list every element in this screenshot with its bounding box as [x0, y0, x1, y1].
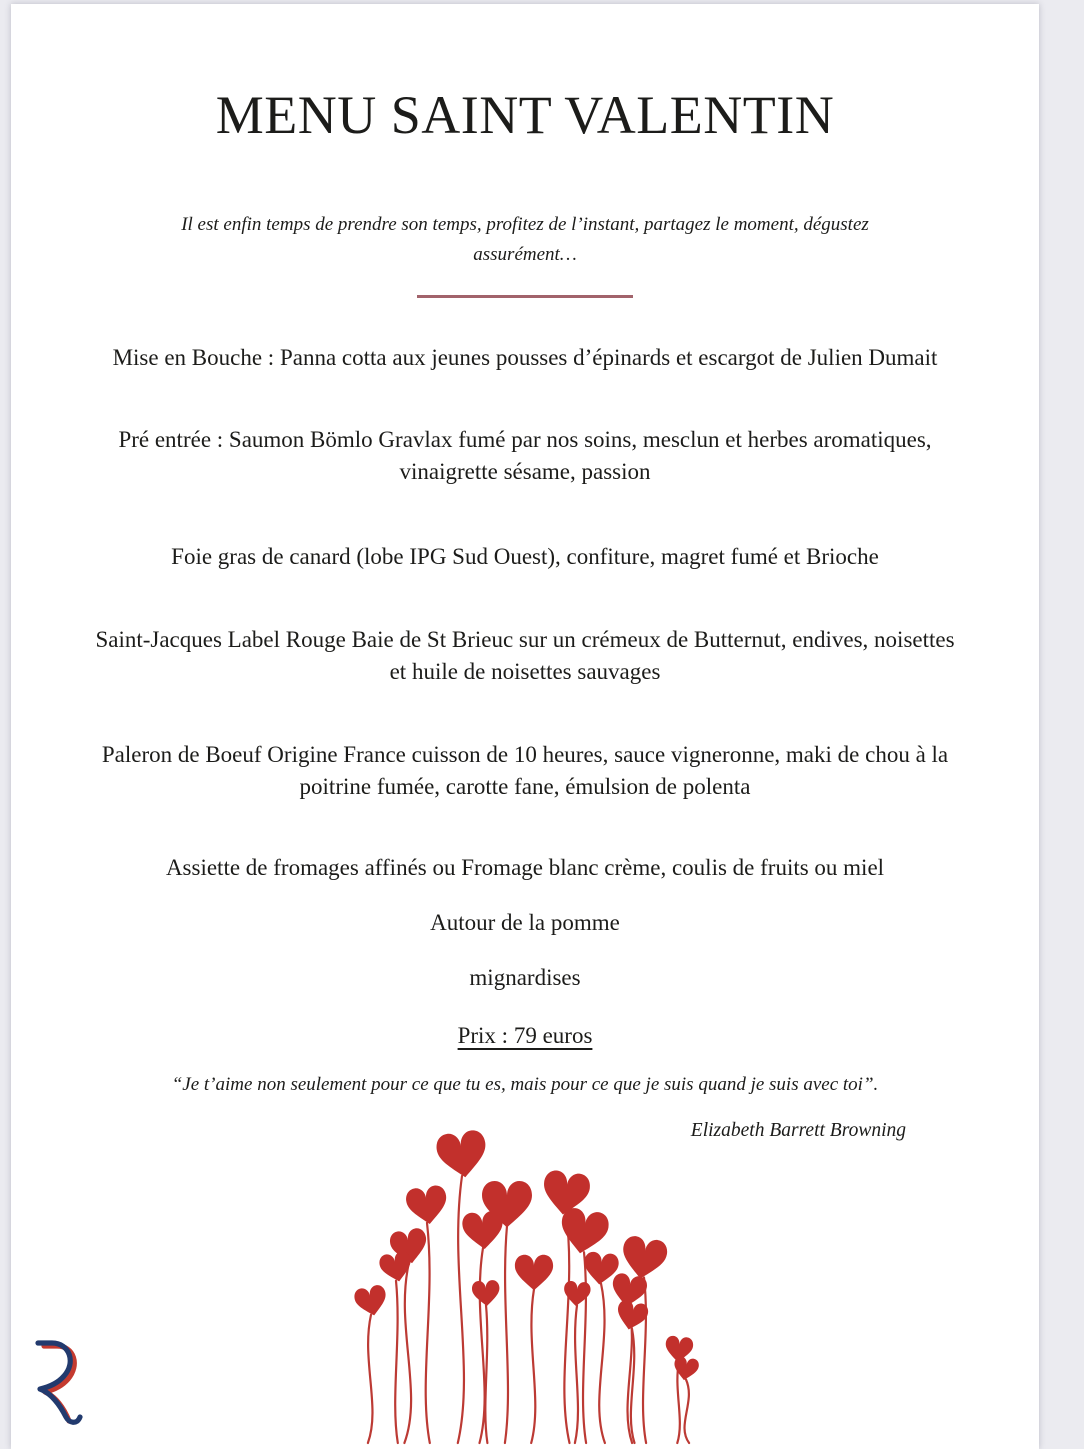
menu-item-line: Paleron de Boeuf Origine France cuisson de 10 heures, sauce vigneronne, maki de chou à la	[101, 742, 949, 767]
menu-item-line: et huile de noisettes sauvages	[389, 659, 661, 684]
menu-item-line: vinaigrette sésame, passion	[399, 459, 651, 484]
price-value: Prix : 79 euros	[457, 1023, 593, 1048]
love-quote: “Je t’aime non seulement pour ce que tu es, mais pour ce que je suis quand je suis avec toi”.	[171, 1074, 879, 1095]
menu-item-pre-entree	[11, 424, 1039, 488]
menu-item-line: Assiette de fromages affinés ou Fromage blanc crème, coulis de fruits ou miel	[165, 855, 885, 880]
menu-item-line: Saint-Jacques Label Rouge Baie de St Brieuc sur un crémeux de Butternut, endives, noisettes	[95, 627, 955, 652]
menu-item-line: Autour de la pomme	[430, 910, 620, 935]
menu-item-fromages	[11, 852, 1039, 884]
menu-item-mise-en-bouche	[11, 342, 1039, 374]
menu-item-foie-gras	[11, 541, 1039, 573]
menu-tagline	[11, 210, 1039, 270]
menu-item-line: Foie gras de canard (lobe IPG Sud Ouest), confiture, magret fumé et Brioche	[171, 544, 879, 569]
menu-item-line: Pré entrée : Saumon Bömlo Gravlax fumé par nos soins, mesclun et herbes aromatiques,	[118, 427, 932, 452]
menu-page	[11, 4, 1039, 1449]
menu-item-line: mignardises	[469, 965, 581, 990]
menu-item-mignardises	[11, 965, 1039, 991]
tagline-line: assurément…	[473, 244, 577, 265]
page-title: MENU SAINT VALENTIN	[215, 85, 835, 145]
menu-item-paleron	[11, 739, 1039, 803]
double-r-monogram-logo-icon	[31, 1334, 109, 1436]
menu-item-line: Mise en Bouche : Panna cotta aux jeunes pousses d’épinards et escargot de Julien Dumait	[112, 345, 938, 370]
quote-attribution: Elizabeth Barrett Browning	[690, 1120, 906, 1141]
menu-item-dessert	[11, 910, 1039, 936]
menu-item-line: poitrine fumée, carotte fane, émulsion de polenta	[299, 774, 751, 799]
tagline-line: Il est enfin temps de prendre son temps, profitez de l’instant, partagez le moment, dégustez	[181, 214, 869, 235]
divider-rule	[417, 295, 633, 298]
menu-item-saint-jacques	[11, 624, 1039, 688]
price-line	[11, 1023, 1039, 1049]
